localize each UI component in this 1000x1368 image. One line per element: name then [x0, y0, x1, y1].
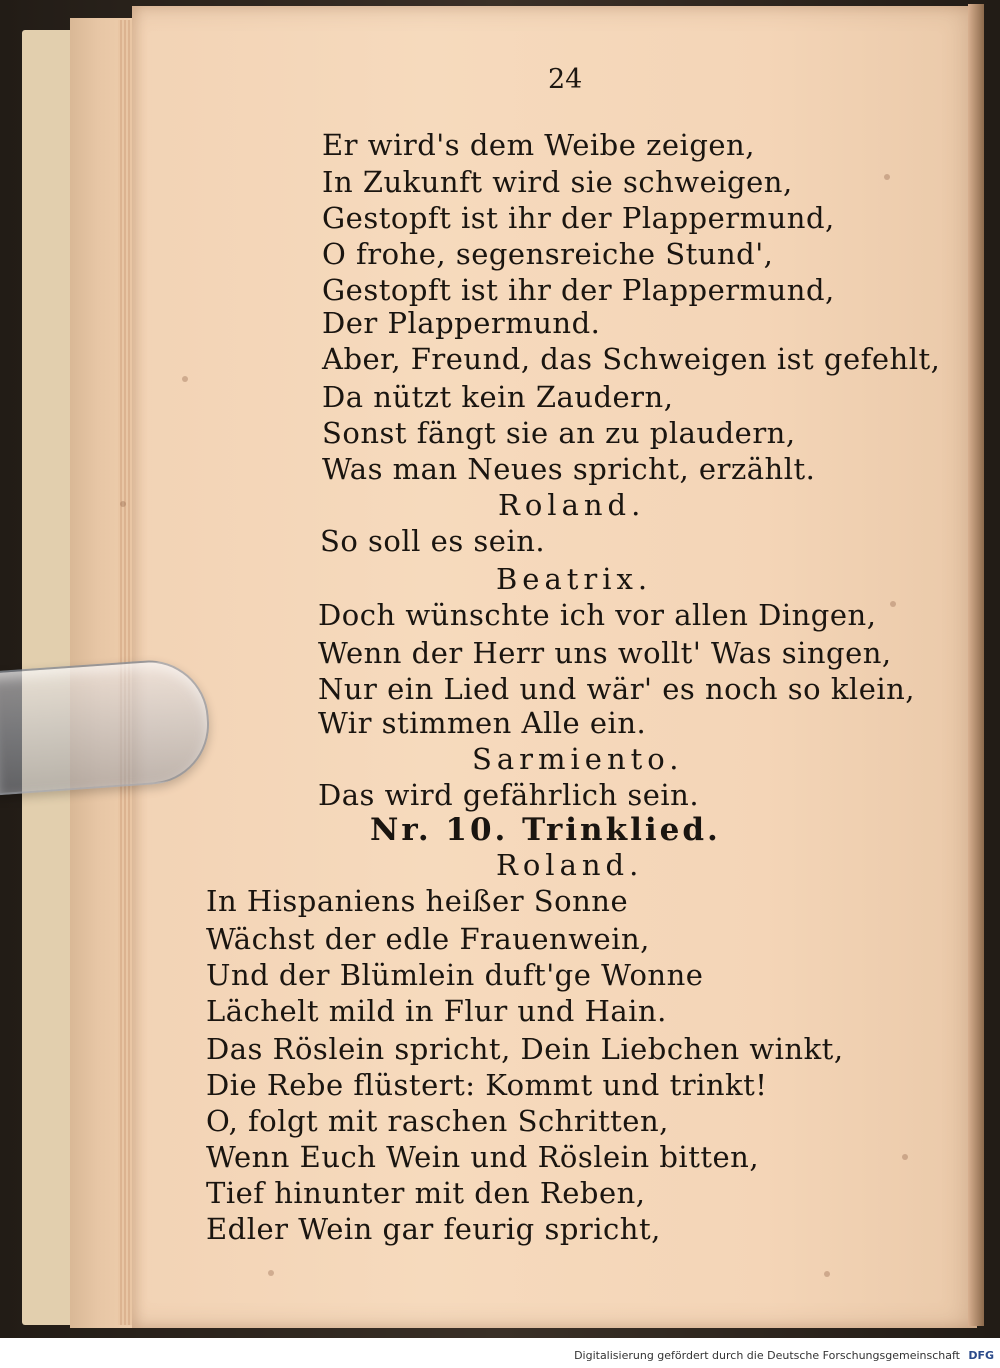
text-line: In Zukunft wird sie schweigen,: [322, 165, 793, 199]
text-line: O frohe, segensreiche Stund',: [322, 237, 774, 271]
text-line: Edler Wein gar feurig spricht,: [206, 1212, 661, 1246]
text-line: In Hispaniens heißer Sonne: [206, 884, 629, 918]
text-line: Tief hinunter mit den Reben,: [206, 1176, 646, 1210]
foxing-spot: [902, 1154, 908, 1160]
text-line: Wenn Euch Wein und Röslein bitten,: [206, 1140, 760, 1174]
text-line: Wächst der edle Frauenwein,: [206, 922, 650, 956]
page-holder-clip: [0, 657, 213, 796]
text-line: Das Röslein spricht, Dein Liebchen winkt,: [206, 1032, 844, 1066]
text-line: Aber, Freund, das Schweigen ist gefehlt,: [322, 342, 941, 376]
text-line: Gestopft ist ihr der Plappermund,: [322, 273, 835, 307]
text-line: Und der Blümlein duft'ge Wonne: [206, 958, 704, 992]
page-number: 24: [548, 64, 583, 95]
text-line: Wenn der Herr uns wollt' Was singen,: [318, 636, 892, 670]
dfg-logo: DFG: [968, 1349, 994, 1362]
footer-bar: [0, 1338, 1000, 1368]
text-line: Nur ein Lied und wär' es noch so klein,: [318, 672, 916, 706]
text-line: Da nützt kein Zaudern,: [322, 380, 674, 414]
text-line: Doch wünschte ich vor allen Dingen,: [318, 598, 877, 632]
foxing-spot: [824, 1271, 830, 1277]
text-line: Lächelt mild in Flur und Hain.: [206, 994, 667, 1028]
foxing-spot: [182, 376, 188, 382]
text-line: Was man Neues spricht, erzählt.: [322, 452, 816, 486]
text-line: So soll es sein.: [320, 524, 546, 558]
text-line: Die Rebe flüstert: Kommt und trinkt!: [206, 1068, 768, 1102]
speaker-name: Roland.: [496, 848, 644, 882]
speaker-name: Roland.: [498, 488, 646, 522]
foxing-spot: [120, 501, 126, 507]
foxing-spot: [884, 174, 890, 180]
text-line: Sonst fängt sie an zu plaudern,: [322, 416, 796, 450]
text-line: Er wird's dem Weibe zeigen,: [322, 128, 755, 162]
page-gutter-shadow: [968, 4, 984, 1326]
text-line: Wir stimmen Alle ein.: [318, 706, 647, 740]
song-heading: Nr. 10. Trinklied.: [370, 812, 721, 848]
text-line: Das wird gefährlich sein.: [318, 778, 700, 812]
speaker-name: Beatrix.: [496, 562, 653, 596]
text-line: Der Plappermund.: [322, 306, 601, 340]
speaker-name: Sarmiento.: [472, 742, 684, 776]
text-line: O, folgt mit raschen Schritten,: [206, 1104, 669, 1138]
foxing-spot: [268, 1270, 274, 1276]
text-line: Gestopft ist ihr der Plappermund,: [322, 201, 835, 235]
funding-notice: Digitalisierung gefördert durch die Deutsche Forschungsgemeinschaft: [574, 1349, 960, 1362]
foxing-spot: [890, 601, 896, 607]
